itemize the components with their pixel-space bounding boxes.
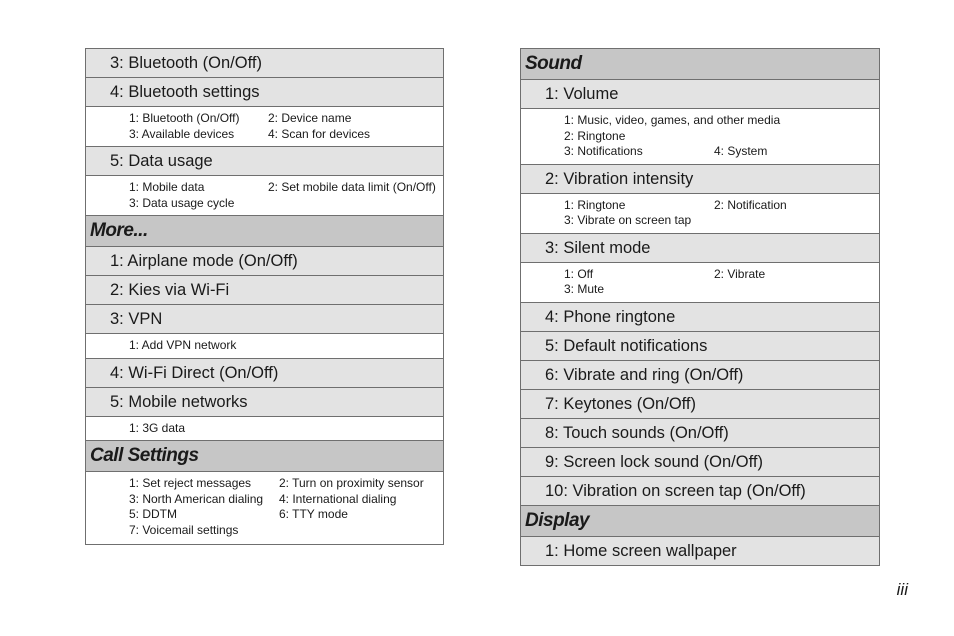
submenu-entry: 1: Ringtone bbox=[564, 197, 626, 212]
submenu-volume bbox=[521, 109, 879, 165]
menu-item-phone-ringtone: 4: Phone ringtone bbox=[521, 303, 879, 332]
menu-item-vibration-intensity: 2: Vibration intensity bbox=[521, 165, 879, 194]
menu-item-bluetooth-settings: 4: Bluetooth settings bbox=[86, 78, 443, 107]
right-settings-column bbox=[520, 48, 880, 566]
section-heading-more: More... bbox=[86, 216, 443, 247]
menu-item-kies-wifi: 2: Kies via Wi-Fi bbox=[86, 276, 443, 305]
submenu-entry: 3: Available devices bbox=[129, 126, 235, 141]
submenu-silent-mode bbox=[521, 263, 879, 303]
submenu-bluetooth-settings bbox=[86, 107, 443, 147]
page-number: iii bbox=[896, 580, 908, 599]
menu-item-vibrate-and-ring: 6: Vibrate and ring (On/Off) bbox=[521, 361, 879, 390]
menu-item-wifi-direct: 4: Wi-Fi Direct (On/Off) bbox=[86, 359, 443, 388]
section-heading-sound: Sound bbox=[521, 49, 879, 80]
submenu-entry: 1: Set reject messages bbox=[129, 476, 252, 490]
submenu-entry: 1: Add VPN network bbox=[129, 338, 237, 352]
submenu-entry: 6: TTY mode bbox=[279, 507, 348, 521]
submenu-entry: 1: Mobile data bbox=[129, 180, 205, 194]
menu-item-silent-mode: 3: Silent mode bbox=[521, 234, 879, 263]
submenu-data-usage bbox=[86, 176, 443, 216]
menu-item-mobile-networks: 5: Mobile networks bbox=[86, 388, 443, 417]
submenu-entry: 4: System bbox=[714, 144, 768, 158]
left-settings-column bbox=[85, 48, 444, 545]
submenu-entry: 2: Notification bbox=[714, 197, 787, 212]
submenu-entry: 2: Vibrate bbox=[714, 266, 766, 281]
menu-item-screen-lock-sound: 9: Screen lock sound (On/Off) bbox=[521, 448, 879, 477]
menu-item-airplane-mode: 1: Airplane mode (On/Off) bbox=[86, 247, 443, 276]
submenu-entry: 3: North American dialing bbox=[129, 491, 264, 506]
submenu-call-settings bbox=[86, 472, 443, 545]
submenu-entry: 1: Bluetooth (On/Off) bbox=[129, 111, 240, 125]
submenu-entry: 1: Music, video, games, and other media bbox=[564, 113, 781, 127]
section-heading-display: Display bbox=[521, 506, 879, 537]
submenu-entry: 3: Notifications bbox=[564, 144, 643, 158]
menu-item-default-notifications: 5: Default notifications bbox=[521, 332, 879, 361]
submenu-entry: 5: DDTM bbox=[129, 507, 177, 521]
menu-item-keytones: 7: Keytones (On/Off) bbox=[521, 390, 879, 419]
submenu-entry: 2: Set mobile data limit (On/Off) bbox=[268, 180, 436, 194]
menu-item-touch-sounds: 8: Touch sounds (On/Off) bbox=[521, 419, 879, 448]
submenu-vpn bbox=[86, 334, 443, 359]
menu-item-data-usage: 5: Data usage bbox=[86, 147, 443, 176]
submenu-mobile-networks bbox=[86, 417, 443, 442]
submenu-vibration-intensity bbox=[521, 194, 879, 234]
submenu-entry: 1: Off bbox=[564, 266, 594, 281]
submenu-entry: 3: Data usage cycle bbox=[129, 195, 235, 210]
menu-item-vpn: 3: VPN bbox=[86, 305, 443, 334]
submenu-entry: 3: Vibrate on screen tap bbox=[564, 213, 692, 227]
menu-item-bluetooth-toggle: 3: Bluetooth (On/Off) bbox=[86, 49, 443, 78]
submenu-entry: 4: Scan for devices bbox=[268, 126, 371, 141]
menu-item-home-screen-wallpaper: 1: Home screen wallpaper bbox=[521, 537, 879, 566]
submenu-entry: 2: Device name bbox=[268, 111, 352, 125]
submenu-entry: 7: Voicemail settings bbox=[129, 522, 239, 537]
submenu-entry: 2: Turn on proximity sensor bbox=[279, 476, 424, 490]
submenu-entry: 2: Ringtone bbox=[564, 128, 626, 143]
section-heading-call-settings: Call Settings bbox=[86, 441, 443, 472]
submenu-entry: 4: International dialing bbox=[279, 491, 397, 506]
submenu-entry: 3: Mute bbox=[564, 282, 605, 296]
menu-item-volume: 1: Volume bbox=[521, 80, 879, 109]
submenu-entry: 1: 3G data bbox=[129, 420, 186, 435]
menu-item-vibration-on-screen-tap: 10: Vibration on screen tap (On/Off) bbox=[521, 477, 879, 506]
